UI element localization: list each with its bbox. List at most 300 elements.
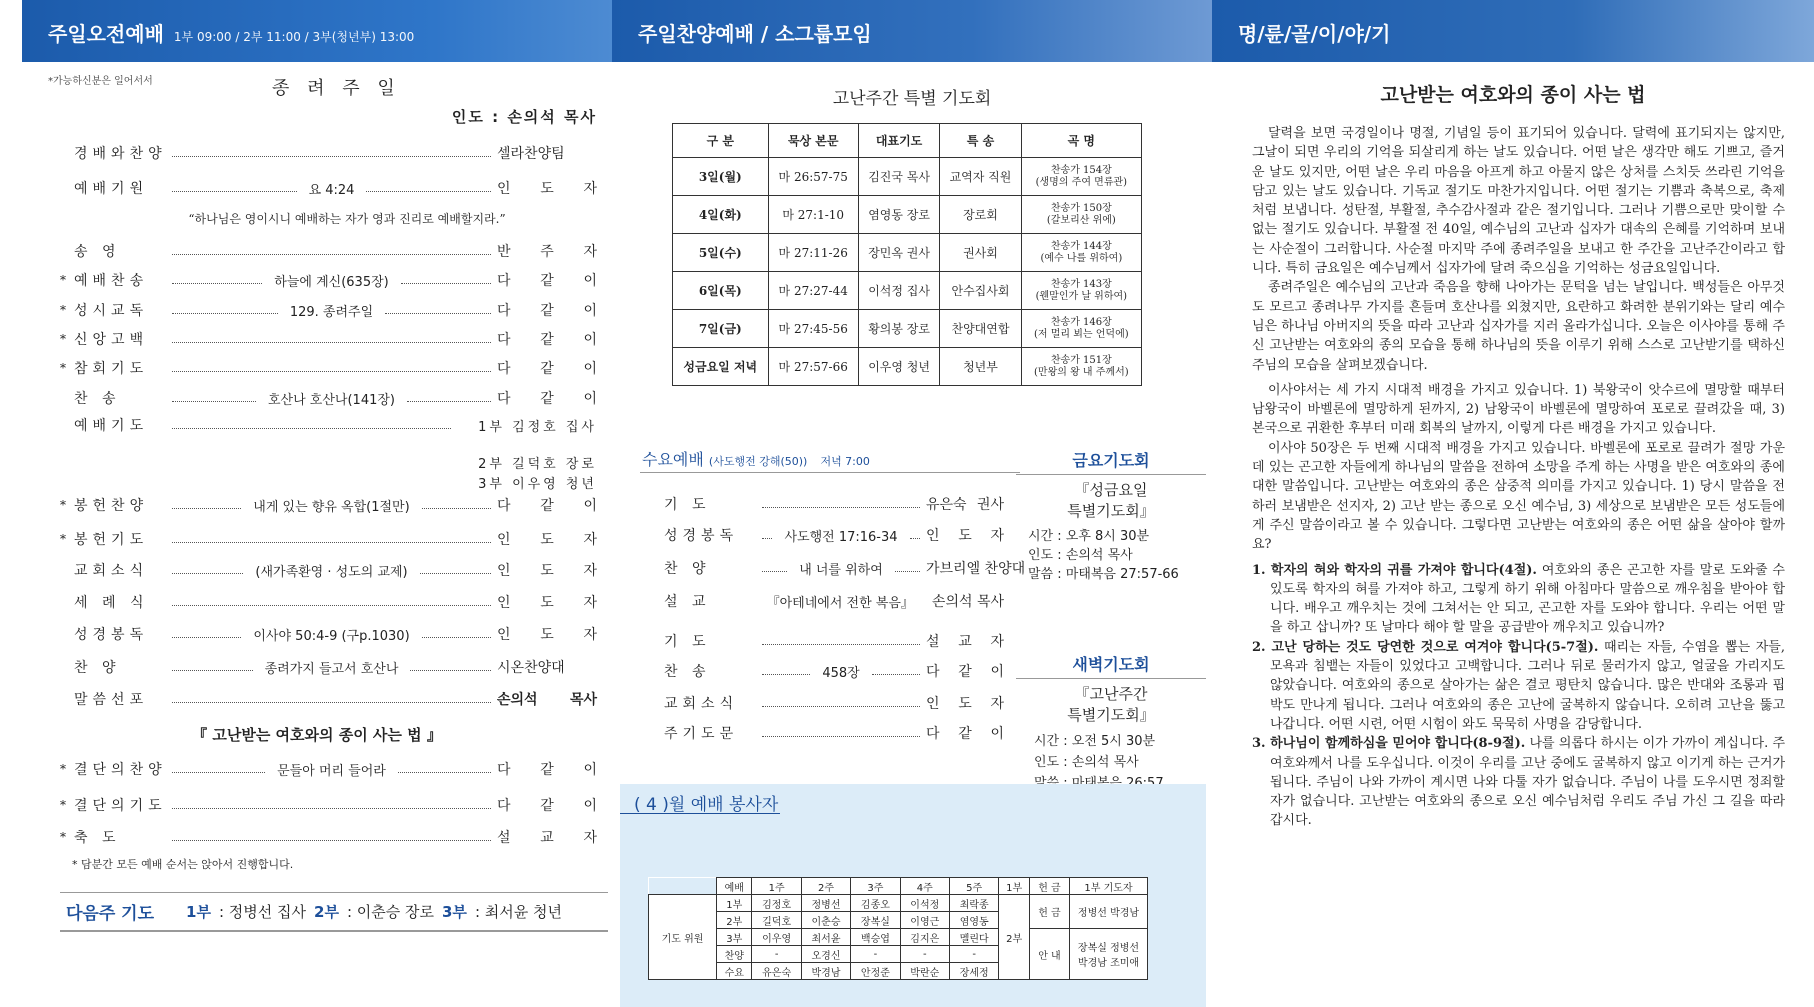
leader-dots <box>407 401 491 402</box>
leader-dots <box>172 508 241 509</box>
morning-title: 주일오전예배 <box>48 22 164 46</box>
order-person: 인 도 자 <box>497 627 598 643</box>
leader-dots <box>762 644 920 645</box>
friday-name2: 특별기도회』 <box>1067 502 1155 520</box>
hymn-number: 찬송가 151장 <box>1050 354 1112 366</box>
servers-cell: 2부 <box>717 912 752 929</box>
story-p4: 이사야 50장은 두 번째 시대적 배경을 가지고 있습니다. 바벨론에 포로로 끌려가 절망 가운데 있는 곤고한 자들에게 하나님의 말씀을 전하여 소망을 주게 하는 사명을 받은 여호와의 종에 대한 말씀입니다. 고난받는 여호와의 종은 삼중적 의미를 가지고 있습니다. 1) 당시 말씀을 전하러 보냄받은 선지자, 2) 고난 받는 종으로 오신 예수님, 3) 세상으로 보냄받은 모든 성도들에게 주신 말씀이라고 볼 수 있습니다. 그렇다면 고난받는 여호와의 종은 어떤 삶을 살아야 할까요? <box>1252 440 1785 553</box>
leader-dots <box>172 772 265 773</box>
order-label: 축 도 <box>74 830 121 846</box>
wed-label: 교회소식 <box>664 696 739 712</box>
story-column <box>1212 62 1814 945</box>
servers-cell: 최서윤 <box>801 929 850 946</box>
hymn-name: (갈보리산 위에) <box>1046 214 1116 226</box>
servers-cell: 최락종 <box>949 895 998 912</box>
service-leader: 인도 : 손의석 목사 <box>451 108 597 126</box>
servers-cell: 김정호 <box>752 895 801 912</box>
leader-dots <box>401 283 491 284</box>
order-label: 찬 양 <box>74 660 121 676</box>
order-person: 다 같 이 <box>497 332 597 348</box>
leader-dots <box>172 313 278 314</box>
order-row <box>60 328 597 350</box>
footnote: * 담분간 모든 예배 순서는 앉아서 진행합니다. <box>72 858 294 871</box>
day-cell: 7일(금) <box>673 310 769 348</box>
servers-row <box>649 929 1148 946</box>
prayer-2: 2부 길덕호 장로 <box>478 457 597 472</box>
order-person: 1부 김정호 집사 <box>478 419 597 435</box>
servers-cell: 장세정 <box>949 963 998 980</box>
hymn-number: 찬송가 154장 <box>1050 164 1112 176</box>
servers-cell: - <box>851 946 900 963</box>
leader-dots <box>172 670 253 671</box>
order-label: 경배와찬양 <box>74 146 167 162</box>
order-row <box>60 758 598 780</box>
order-row <box>74 387 597 409</box>
offering-label: 헌 금 <box>1029 895 1069 929</box>
passage-cell: 마 27:11-26 <box>768 234 858 272</box>
point-2-text: 때리는 자들, 수염을 뽑는 자들, 모욕과 침뱉는 자들이 있었다고 고백합니다. 그러나 뒤로 물러가지 않고, 얼굴을 가리지도 않았습니다. 여호와의 종으로 살아가는 삶은 결코 평탄치 않습니다. 많은 반대와 조롱과 핍박도 만나게 됩니다. 그러나 여호와의 종은 고난에 굴복하지 않습니다. 오히려 고난을 뚫고 나갑니다. 어떤 시련, 어떤 시험이 와도 묵묵히 사명을 감당합니다. <box>1270 639 1785 732</box>
order-label: 교회소식 <box>74 563 149 579</box>
table-row <box>673 272 1142 310</box>
order-label: 말씀선포 <box>74 692 149 708</box>
wed-person: 인 도 자 <box>926 696 1004 712</box>
hymn-cell <box>1021 234 1141 272</box>
required-star: * <box>60 830 66 844</box>
order-row <box>74 177 597 199</box>
order-label: 결단의찬양 <box>74 762 167 778</box>
order-row <box>60 794 597 816</box>
order-person: 다 같 이 <box>497 273 597 289</box>
prayer-cell: 이우영 청년 <box>858 348 939 386</box>
leader-dots <box>422 637 491 638</box>
servers-cell: 박란순 <box>900 963 949 980</box>
leader-dots <box>172 342 491 343</box>
hymn-name: (생명의 주여 면류관) <box>1035 176 1128 188</box>
day-cell: 5일(수) <box>673 234 769 272</box>
wednesday-rule <box>640 472 1020 473</box>
table-row <box>673 234 1142 272</box>
story-p1: 달력을 보면 국경일이나 명절, 기념일 등이 표기되어 있습니다. 달력에 표기되지는 않지만, 그날이 되면 우리의 기억을 되살리게 하는 날도 있습니다. 어떤 날은 생각만 해도 기쁘고, 즐거운 날도 있지만, 어떤 날은 우리 마음을 아프게 하고 아물지 않은 상처를 스치듯 쓰라린 기억을 담고 있는 날도 있습니다. 기독교 절기도 마찬가지입니다. 어떤 절기는 기쁨과 축복으로, 축제처럼 보냅니다. 성탄절, 부활절, 추수감사절과 같은 절기입니다. 그러나 기쁨으로만 맞이할 수 없는 절기도 있습니다. 부활절 전 40일, 예수님의 고난과 십자가 대속의 은혜를 기억하며 보내는 사순절이 그러합니다. 사순절 마지막 주에 종려주일을 보내고 한 주간을 고난주간이라고 합니다. 특히 금요일은 예수님께서 십자가에 달려 죽으심을 기억하는 성금요일입니다. <box>1252 126 1785 277</box>
invocation-verse: “하나님은 영이시니 예배하는 자가 영과 진리로 예배할지라.” <box>188 212 506 226</box>
story-header-title: 명/륜/골/이/야/기 <box>1238 22 1391 46</box>
table-header: 곡 명 <box>1021 124 1141 158</box>
passage-cell: 마 27:57-66 <box>768 348 858 386</box>
sermon-title: 『 고난받는 여호와의 종이 사는 법 』 <box>192 726 442 744</box>
leader-dots <box>172 401 256 402</box>
wed-person: 다 같 이 <box>926 726 1004 742</box>
servers-cell: 이영근 <box>900 912 949 929</box>
hymn-number: 찬송가 150장 <box>1050 202 1112 214</box>
servers-cell: 오경신 <box>801 946 850 963</box>
servers-cell: - <box>900 946 949 963</box>
order-label: 봉헌기도 <box>74 532 149 548</box>
leader-dots <box>172 283 262 284</box>
leader-dots <box>385 313 491 314</box>
servers-title-text: 월 예배 봉사자 <box>668 795 779 815</box>
next-week-prayer <box>60 892 608 932</box>
friday-lead: 인도 : 손의석 목사 <box>1028 548 1133 563</box>
prayer-cell: 염영동 장로 <box>858 196 939 234</box>
order-label: 성경봉독 <box>74 627 149 643</box>
order-label: 결단의기도 <box>74 798 167 814</box>
hymn-name: (웬말인가 날 위하여) <box>1035 290 1128 302</box>
wed-label: 찬 양 <box>664 561 711 577</box>
passage-cell: 마 26:57-75 <box>768 158 858 196</box>
leader-dots <box>762 538 772 539</box>
dawn-time: 시간 : 오전 5시 30분 <box>1034 734 1156 749</box>
wed-label: 설 교 <box>664 594 711 610</box>
order-content: 이사야 50:4-9 (구p.1030) <box>253 628 410 644</box>
day-cell: 6일(목) <box>673 272 769 310</box>
wed-person: 손의석 목사 <box>931 594 1004 610</box>
prayer-cell: 장민옥 권사 <box>858 234 939 272</box>
order-row <box>60 357 597 379</box>
wed-person: 설 교 자 <box>926 634 1004 650</box>
offering-col: 헌 금 <box>1029 878 1069 895</box>
order-person: 다 같 이 <box>497 391 597 407</box>
order-row <box>74 240 597 262</box>
hymn-cell <box>1021 310 1141 348</box>
required-star: * <box>60 361 66 375</box>
order-person: 시온찬양대 <box>497 660 565 676</box>
next-n1: : 정병선 집사 <box>218 903 307 921</box>
servers-month: 4 <box>646 795 657 815</box>
morning-times: 1부 09:00 / 2부 11:00 / 3부(청년부) 13:00 <box>173 30 415 44</box>
order-content: (새가족환영 · 성도의 교제) <box>255 564 408 580</box>
passage-cell: 마 27:45-56 <box>768 310 858 348</box>
wed-person: 유은숙 권사 <box>926 497 1004 513</box>
wed-content: 사도행전 17:16-34 <box>784 529 898 545</box>
servers-cell: 백승엽 <box>851 929 900 946</box>
order-content: 하늘에 계신(635장) <box>274 274 389 290</box>
hymn-number: 찬송가 146장 <box>1050 316 1112 328</box>
order-label: 송 영 <box>74 244 121 260</box>
wed-label: 찬 송 <box>664 664 711 680</box>
hymn-number: 찬송가 143장 <box>1050 278 1112 290</box>
order-row <box>74 559 597 581</box>
servers-cell: 정병선 <box>801 895 850 912</box>
story-p3: 이사야서는 세 가지 시대적 배경을 가지고 있습니다. 1) 북왕국이 앗수르에 멸망할 때부터 남왕국이 바벨론에 멸망하게 된까지, 2) 남왕국이 바벨론에 멸망하여 포로로 끌려갔을 때, 3) 본국으로 귀환한 후부터 미래 회복의 날까지, 이렇게 다른 배경을 가지고 있습니다. <box>1252 382 1785 437</box>
wed-content: 『아테네에서 전한 복음』 <box>766 595 914 611</box>
leader-dots <box>762 706 920 707</box>
morning-order-column <box>22 62 612 945</box>
passage-cell: 마 27:1-10 <box>768 196 858 234</box>
order-person: 인 도 자 <box>497 181 598 197</box>
wed-row <box>664 692 1004 714</box>
special-song-cell: 교역자 직원 <box>940 158 1021 196</box>
order-person: 인 도 자 <box>497 595 597 611</box>
servers-col: 4주 <box>900 878 949 895</box>
order-label: 봉헌찬양 <box>74 498 149 514</box>
special-song-cell: 청년부 <box>940 348 1021 386</box>
hymn-cell <box>1021 158 1141 196</box>
order-person: 다 같 이 <box>497 762 598 778</box>
leader-dots <box>420 573 491 574</box>
standing-note: *가능하신분은 일어서서 <box>48 76 153 87</box>
wed-person: 가브리엘 찬양대 <box>926 561 1026 577</box>
order-label: 신앙고백 <box>74 332 149 348</box>
next-n2: : 이춘승 장로 <box>346 903 434 921</box>
wed-content: 458장 <box>822 665 860 681</box>
servers-cell: 멜린다 <box>949 929 998 946</box>
order-person: 인 도 자 <box>497 563 598 579</box>
prayer-cell: 김진국 목사 <box>858 158 939 196</box>
special-song-cell: 권사회 <box>940 234 1021 272</box>
wed-row <box>664 557 1026 579</box>
hymn-name: (저 멀리 뵈는 언덕에) <box>1034 328 1129 340</box>
order-row <box>74 656 597 678</box>
hymn-cell <box>1021 272 1141 310</box>
order-content: 내게 있는 향유 옥합(1절만) <box>253 499 410 515</box>
special-title: 고난주간 특별 기도회 <box>832 89 992 109</box>
next-week-label: 다음주 기도 <box>66 904 155 924</box>
special-song-cell: 찬양대연합 <box>940 310 1021 348</box>
next-p1: 1부 <box>186 903 211 921</box>
order-person: 다 같 이 <box>497 303 597 319</box>
special-song-cell: 안수집사회 <box>940 272 1021 310</box>
order-label: 예배기도 <box>74 418 149 434</box>
required-star: * <box>60 303 66 317</box>
table-row <box>673 348 1142 386</box>
wed-person: 인 도 자 <box>926 528 1004 544</box>
leader-dots <box>410 670 491 671</box>
leader-dots <box>398 772 491 773</box>
leader-dots <box>895 571 920 572</box>
order-label: 예배찬송 <box>74 273 149 289</box>
leader-dots <box>172 254 491 255</box>
required-star: * <box>60 762 66 776</box>
servers-cell: 이우영 <box>752 929 801 946</box>
required-star: * <box>60 498 66 512</box>
leader-dots <box>172 702 491 703</box>
day-cell: 4일(화) <box>673 196 769 234</box>
order-row <box>74 414 597 436</box>
required-star: * <box>60 798 66 812</box>
required-star: * <box>60 332 66 346</box>
day-cell: 3일(월) <box>673 158 769 196</box>
order-label: 세 례 식 <box>74 595 149 611</box>
leader-dots <box>172 637 241 638</box>
dawn-lead: 인도 : 손의석 목사 <box>1034 755 1139 770</box>
leader-dots <box>422 508 491 509</box>
story-p2: 종려주일은 예수님의 고난과 죽음을 향해 나아가는 문턱을 넘는 날입니다. 백성들은 아무것도 모르고 종려나무 가지를 흔들며 호산나를 외쳤지만, 요란하고 화려한 분위기와는 달리 예수님은 하나님 아버지의 뜻을 따라 고난과 십자가를 지러 올라가십니다. 오늘은 이사야를 통해 주신 고난받는 여호와의 종의 모습을 통해 하나님의 뜻을 이루기 위해 스스로 고난받기를 택하신 주님의 모습을 살펴보겠습니다. <box>1252 280 1785 373</box>
servers-cell: 수요 <box>717 963 752 980</box>
servers-cell: 안정준 <box>851 963 900 980</box>
friday-word: 말씀 : 마태복음 27:57-66 <box>1028 567 1179 582</box>
order-content: 호산나 호산나(141장) <box>268 392 395 408</box>
leader-dots <box>762 736 920 737</box>
wed-row <box>664 722 1004 744</box>
servers-cell: - <box>752 946 801 963</box>
order-person: 다 같 이 <box>497 498 597 514</box>
story-body <box>1252 124 1785 831</box>
servers-cell: 찬양 <box>717 946 752 963</box>
servers-cell: 박경남 <box>801 963 850 980</box>
servers-cell: 길덕호 <box>752 912 801 929</box>
leader-dots <box>172 840 491 841</box>
friday-time: 시간 : 오후 8시 30분 <box>1028 529 1150 544</box>
servers-col: 3주 <box>851 878 900 895</box>
table-header: 특 송 <box>940 124 1021 158</box>
leader-dots <box>910 538 920 539</box>
order-content: 종려가지 들고서 호산나 <box>264 661 399 677</box>
next-p3: 3부 <box>442 903 467 921</box>
wed-row <box>664 524 1004 546</box>
hymn-number: 찬송가 144장 <box>1050 240 1112 252</box>
table-header: 대표기도 <box>858 124 939 158</box>
friday-name1: 『성금요일 <box>1074 481 1148 499</box>
servers-col: 예배 <box>717 878 752 895</box>
table-header: 구 분 <box>673 124 769 158</box>
offering-part: 2부 <box>999 895 1030 980</box>
wednesday-sub: (사도행전 강해(50)) <box>708 455 808 468</box>
order-person: 손의석 목사 <box>497 692 597 708</box>
servers-group: 기도 위원 <box>649 895 717 980</box>
leader-dots <box>762 507 920 508</box>
wed-label: 주기도문 <box>664 726 739 742</box>
header-morning-service <box>22 0 612 62</box>
usher-label: 안 내 <box>1029 929 1069 980</box>
point-1-head: 1. 학자의 혀와 학자의 귀를 가져야 합니다(4절). <box>1252 562 1537 578</box>
passage-cell: 마 27:27-44 <box>768 272 858 310</box>
next-n3: : 최서윤 청년 <box>474 903 562 921</box>
order-row <box>74 688 597 710</box>
wed-row <box>664 660 1004 682</box>
servers-cell: 염영동 <box>949 912 998 929</box>
wednesday-title: 수요예배 <box>642 450 704 469</box>
table-row <box>673 196 1142 234</box>
point-1-text: 여호와의 종은 곤고한 자를 말로 도와줄 수 있도록 학자의 혀를 가져야 하고, 그렇게 하기 위해 아침마다 말씀으로 깨우침을 받아야 합니다. 배우고 깨우치는 것에 그쳐서는 안 되고, 곤고한 자를 도와야 합니다. 우리는 어떤 말을 하고 삽니까? 또 날마다 해야 할 말을 공급받아 깨우치고 있습니까? <box>1270 562 1785 636</box>
wed-label: 기 도 <box>664 497 711 513</box>
offering-col: 1부 <box>999 878 1030 895</box>
dawn-name2: 특별기도회』 <box>1067 706 1155 724</box>
leader-dots <box>172 542 491 543</box>
friday-prayer <box>1016 448 1206 584</box>
order-person: 설 교 자 <box>497 830 597 846</box>
servers-row <box>649 895 1148 912</box>
table-row <box>673 310 1142 348</box>
order-person: 다 같 이 <box>497 798 597 814</box>
servers-cell: 이석정 <box>900 895 949 912</box>
servers-header-row <box>649 878 1148 895</box>
servers-table <box>648 877 1148 980</box>
header-story <box>1212 0 1814 62</box>
leader-dots <box>172 428 451 429</box>
praise-title: 주일찬양예배 / 소그룹모임 <box>638 22 872 46</box>
servers-box <box>620 784 1206 1007</box>
servers-corner <box>649 878 717 895</box>
leader-dots <box>172 808 491 809</box>
order-row <box>60 528 597 550</box>
order-row <box>60 826 597 848</box>
wed-person: 다 같 이 <box>926 664 1004 680</box>
story-point-2 <box>1252 638 1785 734</box>
leader-dots <box>366 191 491 192</box>
order-content: 요 4:24 <box>308 182 355 198</box>
special-prayer-table <box>672 123 1142 386</box>
servers-cell: 이춘승 <box>801 912 850 929</box>
leader-dots <box>762 674 810 675</box>
offering-names: 정병선 박경남 <box>1070 895 1148 929</box>
leader-dots <box>172 605 491 606</box>
servers-col: 2주 <box>801 878 850 895</box>
wed-row <box>664 630 1004 652</box>
order-person: 반 주 자 <box>497 244 597 260</box>
servers-cell: 김지은 <box>900 929 949 946</box>
leader-dots <box>872 674 920 675</box>
order-label: 참회기도 <box>74 361 149 377</box>
point-3-text: 나를 의롭다 하시는 이가 가까이 계십니다. 주 여호와께서 나를 도우십니다. 이것이 우리를 고난 중에도 굴복하지 않고 이기게 하는 근거가 됩니다. 주님이 나와 가까이 계시면 나와 다툴 자가 없습니다. 주님이 나를 도우시면 정죄할 자가 없습니다. 고난받는 여호와의 종으로 오신 예수님처럼 우리도 주님 가신 그 길을 따라갑시다. <box>1270 736 1786 829</box>
hymn-cell <box>1021 348 1141 386</box>
leader-dots <box>172 573 243 574</box>
table-row <box>673 158 1142 196</box>
wednesday-header <box>642 447 870 470</box>
order-content: 문들아 머리 들어라 <box>277 763 386 779</box>
story-point-3 <box>1252 734 1785 830</box>
order-label: 찬 송 <box>74 391 121 407</box>
order-person: 다 같 이 <box>497 361 597 377</box>
story-point-1 <box>1252 561 1785 638</box>
leader-dots <box>172 191 297 192</box>
order-row <box>74 142 597 164</box>
wed-label: 기 도 <box>664 634 711 650</box>
order-person: 인 도 자 <box>497 532 597 548</box>
required-star: * <box>60 273 66 287</box>
order-content: 129. 종려주일 <box>289 304 374 320</box>
usher-names: 장복실 정병선 박경남 조미애 <box>1070 929 1148 980</box>
table-header: 묵상 본문 <box>768 124 858 158</box>
leader-dots <box>172 156 491 157</box>
order-row <box>74 623 597 645</box>
next-p2: 2부 <box>314 903 339 921</box>
service-title: 종 려 주 일 <box>272 78 401 99</box>
servers-cell: 1부 <box>717 895 752 912</box>
order-row <box>60 494 597 516</box>
wed-content: 내 너를 위하여 <box>799 562 883 578</box>
hymn-cell <box>1021 196 1141 234</box>
point-3-head: 3. 하나님이 함께하심을 믿어야 합니다(8-9절). <box>1252 736 1526 752</box>
prayer-cell: 황의봉 장로 <box>858 310 939 348</box>
point-2-head: 2. 고난 당하는 것도 당연한 것으로 여겨야 합니다(5-7절). <box>1252 639 1599 655</box>
servers-col: 1주 <box>752 878 801 895</box>
servers-col: 5주 <box>949 878 998 895</box>
wed-label: 성경봉독 <box>664 528 739 544</box>
prayer-cell: 이석정 집사 <box>858 272 939 310</box>
praise-column <box>612 62 1212 979</box>
hymn-name: (만왕의 왕 내 주께서) <box>1034 366 1129 378</box>
wednesday-time: 저녁 7:00 <box>820 455 870 468</box>
order-person: 셀라찬양팀 <box>497 146 565 162</box>
offering-col: 1부 기도자 <box>1070 878 1148 895</box>
friday-title: 금요기도회 <box>1072 451 1150 470</box>
hymn-name: (예수 나를 위하여) <box>1040 252 1123 264</box>
dawn-title: 새벽기도회 <box>1072 655 1150 674</box>
wed-row <box>664 493 1004 515</box>
order-label: 성시교독 <box>74 303 149 319</box>
servers-title: ( 4 )월 예배 봉사자 <box>634 795 779 815</box>
special-song-cell: 장로회 <box>940 196 1021 234</box>
order-row <box>60 269 597 291</box>
story-title: 고난받는 여호와의 종이 사는 법 <box>1380 84 1646 106</box>
servers-cell: - <box>949 946 998 963</box>
servers-cell: 장복실 <box>851 912 900 929</box>
servers-cell: 김종오 <box>851 895 900 912</box>
order-row <box>74 591 597 613</box>
servers-cell: 3부 <box>717 929 752 946</box>
required-star: * <box>60 532 66 546</box>
order-row <box>60 299 597 321</box>
dawn-name1: 『고난주간 <box>1074 685 1148 703</box>
